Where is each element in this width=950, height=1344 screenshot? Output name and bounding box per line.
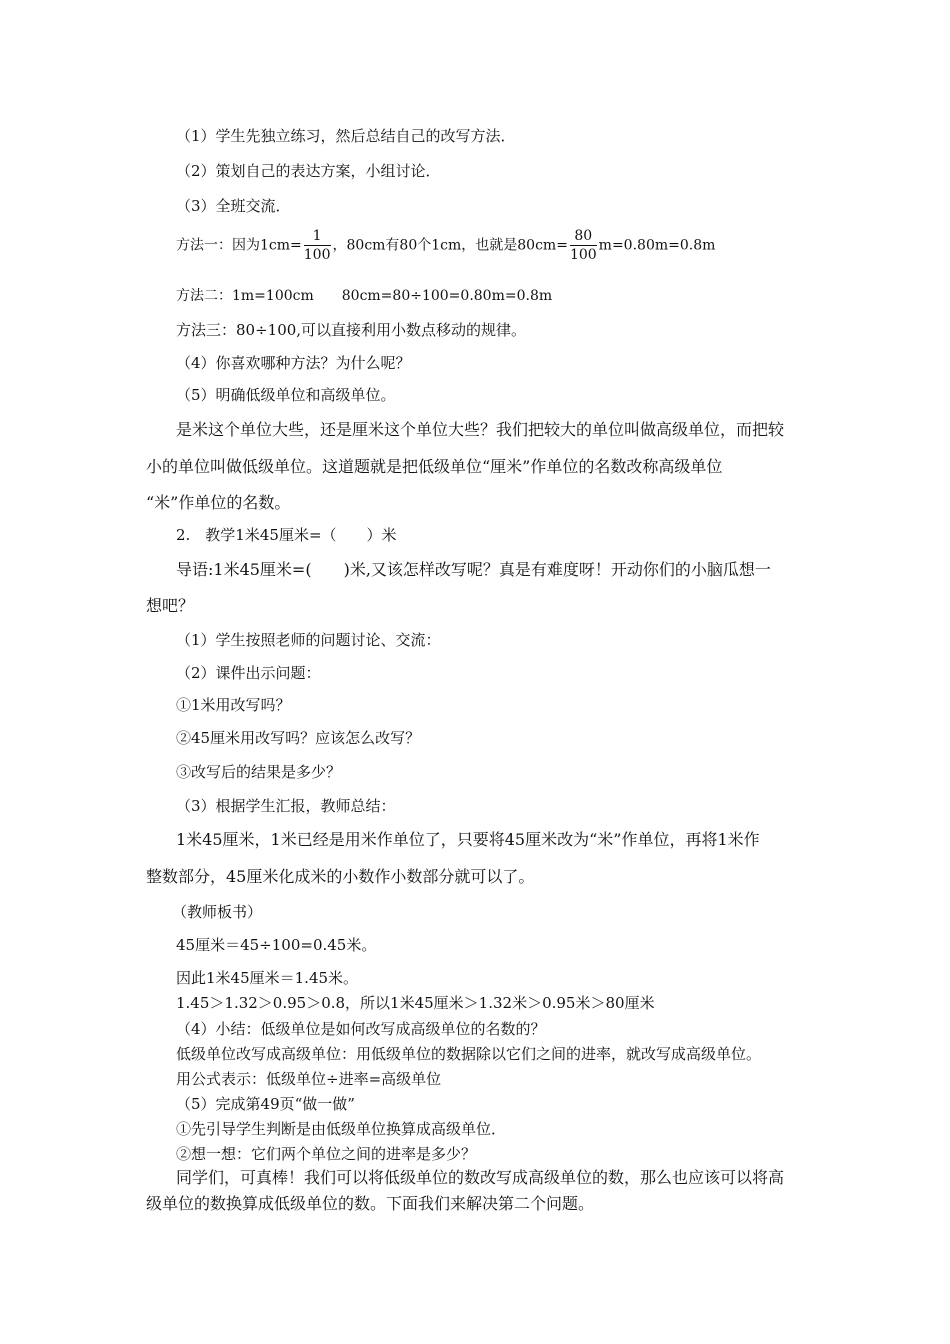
paragraph-line: 同学们，可真棒！我们可以将低级单位的数改写成高级单位的数，那么也应该可以将高 bbox=[176, 1168, 785, 1187]
text-line: （5）完成第49页“做一做” bbox=[176, 1095, 355, 1113]
text-line: 因此1米45厘米＝1.45米。 bbox=[176, 969, 359, 987]
text-line: （4）小结：低级单位是如何改写成高级单位的名数的？ bbox=[176, 1020, 546, 1038]
paragraph-line: 1米45厘米，1米已经是用米作单位了，只要将45厘米改为“米”作单位，再将1米作 bbox=[176, 830, 760, 849]
board-note: （教师板书） bbox=[172, 903, 263, 921]
paragraph-line: 导语:1米45厘米=( )米,又该怎样改写呢？真是有难度呀！开动你们的小脑瓜想一 bbox=[176, 560, 771, 579]
paragraph-line: 想吧？ bbox=[146, 596, 195, 615]
text-line: 低级单位改写成高级单位：用低级单位的数据除以它们之间的进率，就改写成高级单位。 bbox=[176, 1045, 762, 1063]
paragraph-line: 整数部分，45厘米化成米的小数作小数部分就可以了。 bbox=[146, 867, 535, 886]
text-line: 方法二：1m=100cm 80cm=80÷100=0.80m=0.8m bbox=[176, 288, 553, 304]
text-line: （5）明确低级单位和高级单位。 bbox=[176, 386, 396, 404]
paragraph-line: “米”作单位的名数。 bbox=[146, 493, 291, 512]
paragraph-line: 是米这个单位大些，还是厘米这个单位大些？我们把较大的单位叫做高级单位，而把较 bbox=[176, 420, 785, 439]
text-line: ①1米用改写吗？ bbox=[176, 696, 291, 714]
fraction-denominator: 100 bbox=[303, 247, 331, 263]
fraction-denominator: 100 bbox=[569, 247, 597, 263]
method-one-text-c: m=0.80m=0.8m bbox=[598, 237, 716, 254]
text-line: （3）根据学生汇报，教师总结： bbox=[176, 797, 396, 815]
fraction-numerator: 1 bbox=[304, 229, 331, 246]
paragraph-line: 小的单位叫做低级单位。这道题就是把低级单位“厘米”作单位的名数改称高级单位 bbox=[146, 457, 723, 476]
text-line: 用公式表示：低级单位÷进率=高级单位 bbox=[176, 1070, 442, 1088]
fraction-numerator: 80 bbox=[570, 229, 597, 246]
fraction-1-over-100 bbox=[304, 229, 331, 262]
text-line: （1）学生按照老师的问题讨论、交流： bbox=[176, 631, 441, 649]
text-line: （3）全班交流． bbox=[176, 197, 291, 215]
method-one-text-a: 方法一：因为1cm= bbox=[176, 237, 302, 254]
text-line: ①先引导学生判断是由低级单位换算成高级单位． bbox=[176, 1120, 507, 1138]
text-line: ③改写后的结果是多少？ bbox=[176, 763, 342, 781]
text-line: ②想一想：它们两个单位之间的进率是多少？ bbox=[176, 1145, 477, 1163]
text-line: 方法三：80÷100,可以直接利用小数点移动的规律。 bbox=[176, 321, 527, 339]
text-line: （4）你喜欢哪种方法？为什么呢？ bbox=[176, 354, 411, 372]
section-heading: 2. 教学1米45厘米=（ ）米 bbox=[176, 526, 397, 544]
text-line: （2）策划自己的表达方案，小组讨论． bbox=[176, 162, 441, 180]
text-line: （1）学生先独立练习，然后总结自己的改写方法． bbox=[176, 127, 516, 145]
text-line: 1.45＞1.32＞0.95＞0.8，所以1米45厘米＞1.32米＞0.95米＞80厘米 bbox=[176, 994, 655, 1012]
text-line: 45厘米＝45÷100=0.45米。 bbox=[176, 936, 377, 954]
method-one-text-b: ，80cm有80个1cm，也就是80cm= bbox=[332, 237, 568, 254]
paragraph-line: 级单位的数换算成低级单位的数。下面我们来解决第二个问题。 bbox=[146, 1194, 595, 1213]
fraction-80-over-100 bbox=[570, 229, 597, 262]
method-one-line bbox=[176, 229, 715, 262]
text-line: ②45厘米用改写吗？应该怎么改写？ bbox=[176, 729, 421, 747]
text-line: （2）课件出示问题： bbox=[176, 664, 321, 682]
